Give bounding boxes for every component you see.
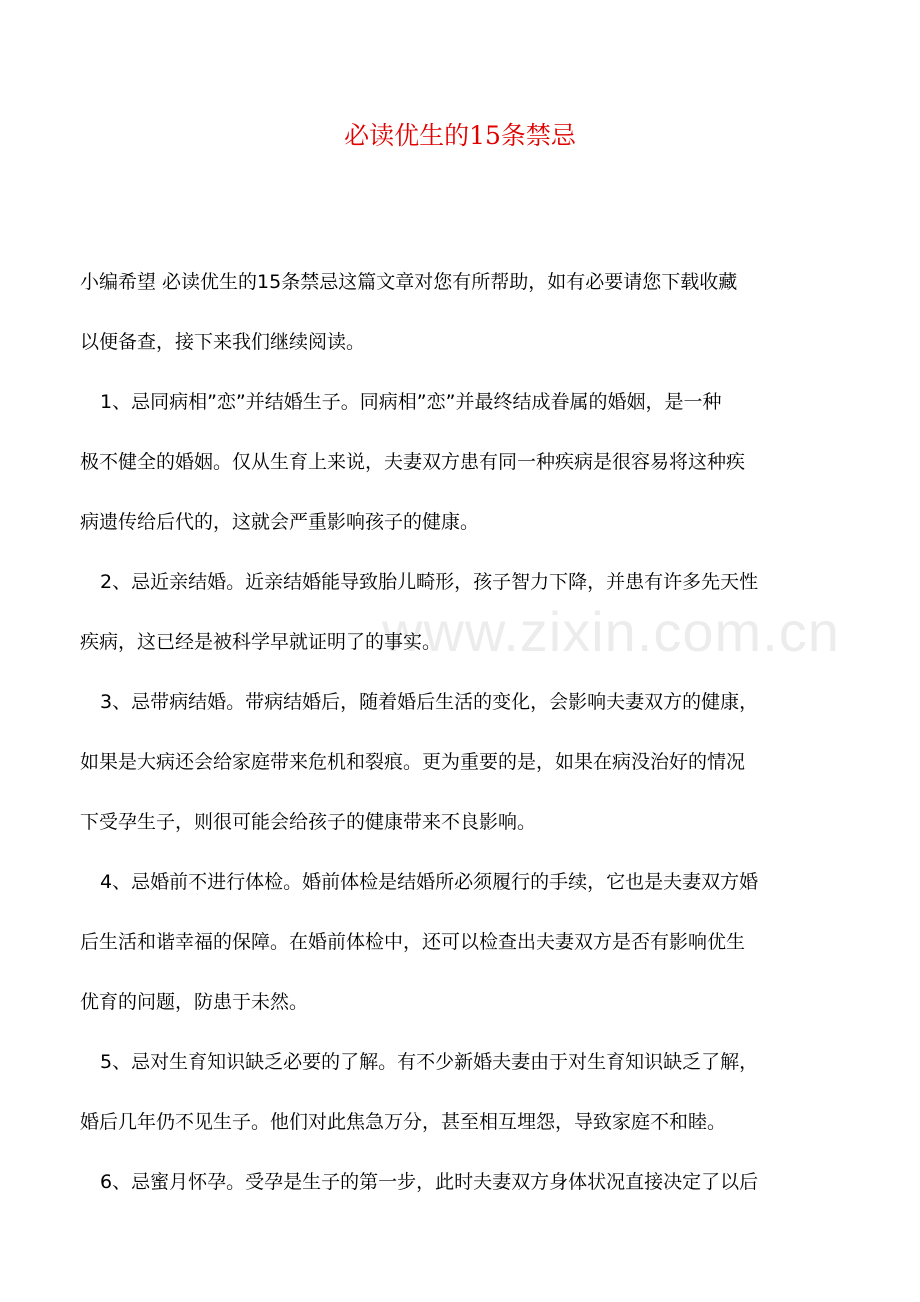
watermark: www.zixin.com.cn [382,600,840,663]
paragraph-intro [80,252,840,372]
text-line: 优育的问题，防患于未然。 [80,991,309,1013]
text-line: 2、忌近亲结婚。近亲结婚能导致胎儿畸形，孩子智力下降，并患有许多先天性 [100,571,759,593]
paragraph-item-4 [80,852,840,1032]
text-line: 3、忌带病结婚。带病结婚后，随着婚后生活的变化，会影响夫妻双方的健康， [100,691,759,713]
text-line: 小编希望 必读优生的15条禁忌这篇文章对您有所帮助，如有必要请您下载收藏 [80,271,738,293]
text-line: 4、忌婚前不进行体检。婚前体检是结婚所必须履行的手续，它也是夫妻双方婚 [100,871,759,893]
text-line: 疾病，这已经是被科学早就证明了的事实。 [80,631,442,653]
paragraph-item-3 [80,672,840,852]
text-line: 极不健全的婚姻。仅从生育上来说，夫妻双方患有同一种疾病是很容易将这种疾 [80,451,746,473]
paragraph-item-1 [80,372,840,552]
paragraph-item-5 [80,1032,840,1152]
text-line: 病遗传给后代的，这就会严重影响孩子的健康。 [80,511,480,533]
text-line: 1、忌同病相”恋”并结婚生子。同病相”恋”并最终结成眷属的婚姻，是一种 [100,391,722,413]
document-body [80,252,840,1212]
text-line: 以便备查，接下来我们继续阅读。 [80,331,366,353]
text-line: 婚后几年仍不见生子。他们对此焦急万分，甚至相互埋怨，导致家庭不和睦。 [80,1111,727,1133]
text-line: 下受孕生子，则很可能会给孩子的健康带来不良影响。 [80,811,537,833]
text-line: 后生活和谐幸福的保障。在婚前体检中，还可以检查出夫妻双方是否有影响优生 [80,931,746,953]
paragraph-item-2 [80,552,840,672]
text-line: 5、忌对生育知识缺乏必要的了解。有不少新婚夫妻由于对生育知识缺乏了解， [100,1051,759,1073]
document-title: 必读优生的15条禁忌 [344,121,576,150]
text-line: 6、忌蜜月怀孕。受孕是生子的第一步，此时夫妻双方身体状况直接决定了以后 [100,1171,759,1193]
text-line: 如果是大病还会给家庭带来危机和裂痕。更为重要的是，如果在病没治好的情况 [80,751,746,773]
paragraph-item-6 [80,1152,840,1212]
